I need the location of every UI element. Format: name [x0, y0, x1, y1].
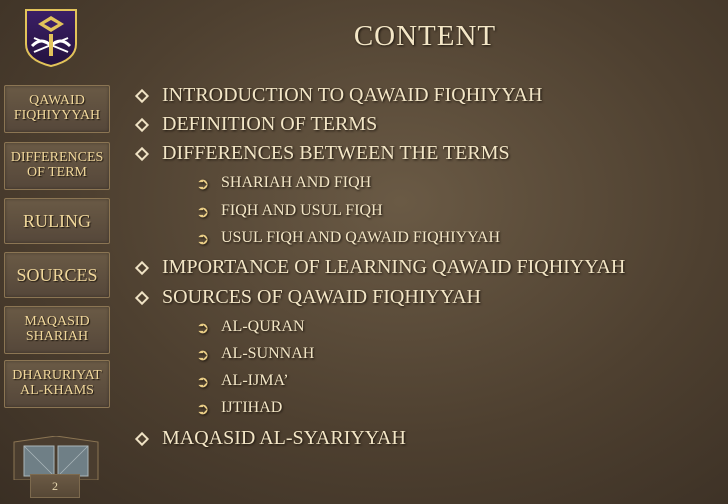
list-item-text: USUL FIQH AND QAWAID FIQHIYYAH	[221, 229, 501, 246]
curved-arrow-icon: ➲	[196, 176, 210, 193]
nav-label: RULING	[23, 210, 91, 231]
list-item-text: MAQASID AL-SYARIYYAH	[162, 427, 406, 449]
list-item-text: INTRODUCTION TO QAWAID FIQHIYYAH	[162, 84, 543, 106]
nav-label: DHARURIYAT AL-KHAMS	[12, 368, 102, 398]
curved-arrow-icon: ➲	[196, 231, 210, 248]
curved-arrow-icon: ➲	[196, 347, 210, 364]
list-item-text: DIFFERENCES BETWEEN THE TERMS	[162, 142, 510, 164]
sidebar-nav	[0, 0, 120, 504]
curved-arrow-icon: ➲	[196, 374, 210, 391]
list-item-text: IJTIHAD	[221, 399, 283, 416]
nav-label: MAQASID SHARIAH	[24, 314, 90, 344]
list-item-text: IMPORTANCE OF LEARNING QAWAID FIQHIYYAH	[162, 256, 626, 278]
slide-title: CONTENT	[353, 20, 497, 52]
square-bullet-icon	[134, 88, 150, 104]
square-bullet-icon	[134, 290, 150, 306]
nav-dharuriyat-al-khams-button[interactable]	[4, 360, 110, 408]
list-item-text: FIQH AND USUL FIQH	[221, 202, 383, 219]
page-number: 2	[30, 474, 80, 498]
list-item-text: DEFINITION OF TERMS	[162, 113, 378, 135]
curved-arrow-icon: ➲	[196, 401, 210, 418]
nav-ruling-button[interactable]	[4, 198, 110, 244]
list-item-text: SOURCES OF QAWAID FIQHIYYAH	[162, 286, 481, 308]
square-bullet-icon	[134, 431, 150, 447]
curved-arrow-icon: ➲	[196, 320, 210, 337]
square-bullet-icon	[134, 117, 150, 133]
nav-label: DIFFERENCES OF TERM	[10, 150, 104, 180]
list-item-text: AL-QURAN	[221, 318, 305, 335]
list-item-text: AL-SUNNAH	[221, 345, 315, 362]
square-bullet-icon	[134, 260, 150, 276]
nav-sources-button[interactable]	[4, 252, 110, 298]
nav-maqasid-shariah-button[interactable]	[4, 306, 110, 354]
nav-label: QAWAID FIQHIYYYAH	[13, 93, 101, 123]
curved-arrow-icon: ➲	[196, 204, 210, 221]
list-item-text: SHARIAH AND FIQH	[221, 174, 372, 191]
square-bullet-icon	[134, 146, 150, 162]
nav-label: SOURCES	[16, 264, 98, 285]
nav-qawaid-fiqhiyyah-button[interactable]	[4, 85, 110, 133]
list-item-text: AL-IJMA’	[221, 372, 289, 389]
nav-differences-of-term-button[interactable]	[4, 142, 110, 190]
